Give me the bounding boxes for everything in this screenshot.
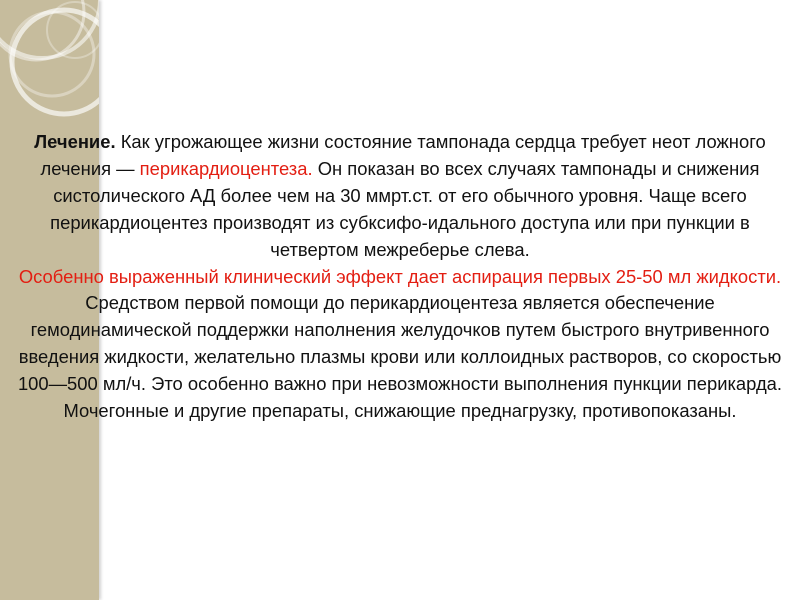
treatment-text-part2: Он показан во всех случаях тампонады и снижения систолического АД более чем на 30 ммрт.ст. от его обычного уровня. Чаще всего перикардиоцентез производят из субксифо-идального доступа или при пункции в четвертом межреберье слева. (50, 157, 760, 260)
pericardiocentesis-highlight: перикардиоцентеза. (139, 157, 313, 179)
treatment-text-part1: Как угрожающее жизни состояние тампонада сердца требует неот ложного лечения — (40, 131, 766, 179)
first-aid-paragraph: Средством первой помощи до перикардиоцентеза является обеспечение гемодинамической поддержки наполнения желудочков путем быстрого внутривенного введения жидкости, желательно плазмы крови или коллоидных растворов, со скоростью 100—500 мл/ч. Это особенно важно при невозможности выполнения пункции перикарда. Мочегонные и другие препараты, снижающие преднагрузку, противопоказаны. (17, 292, 783, 422)
treatment-paragraph (12, 129, 788, 264)
slide-body-text (12, 129, 788, 425)
aspiration-emphasis: Особенно выраженный клинический эффект дает аспирация первых 25-50 мл жидкости. (18, 265, 782, 287)
treatment-heading: Лечение. (34, 131, 116, 152)
